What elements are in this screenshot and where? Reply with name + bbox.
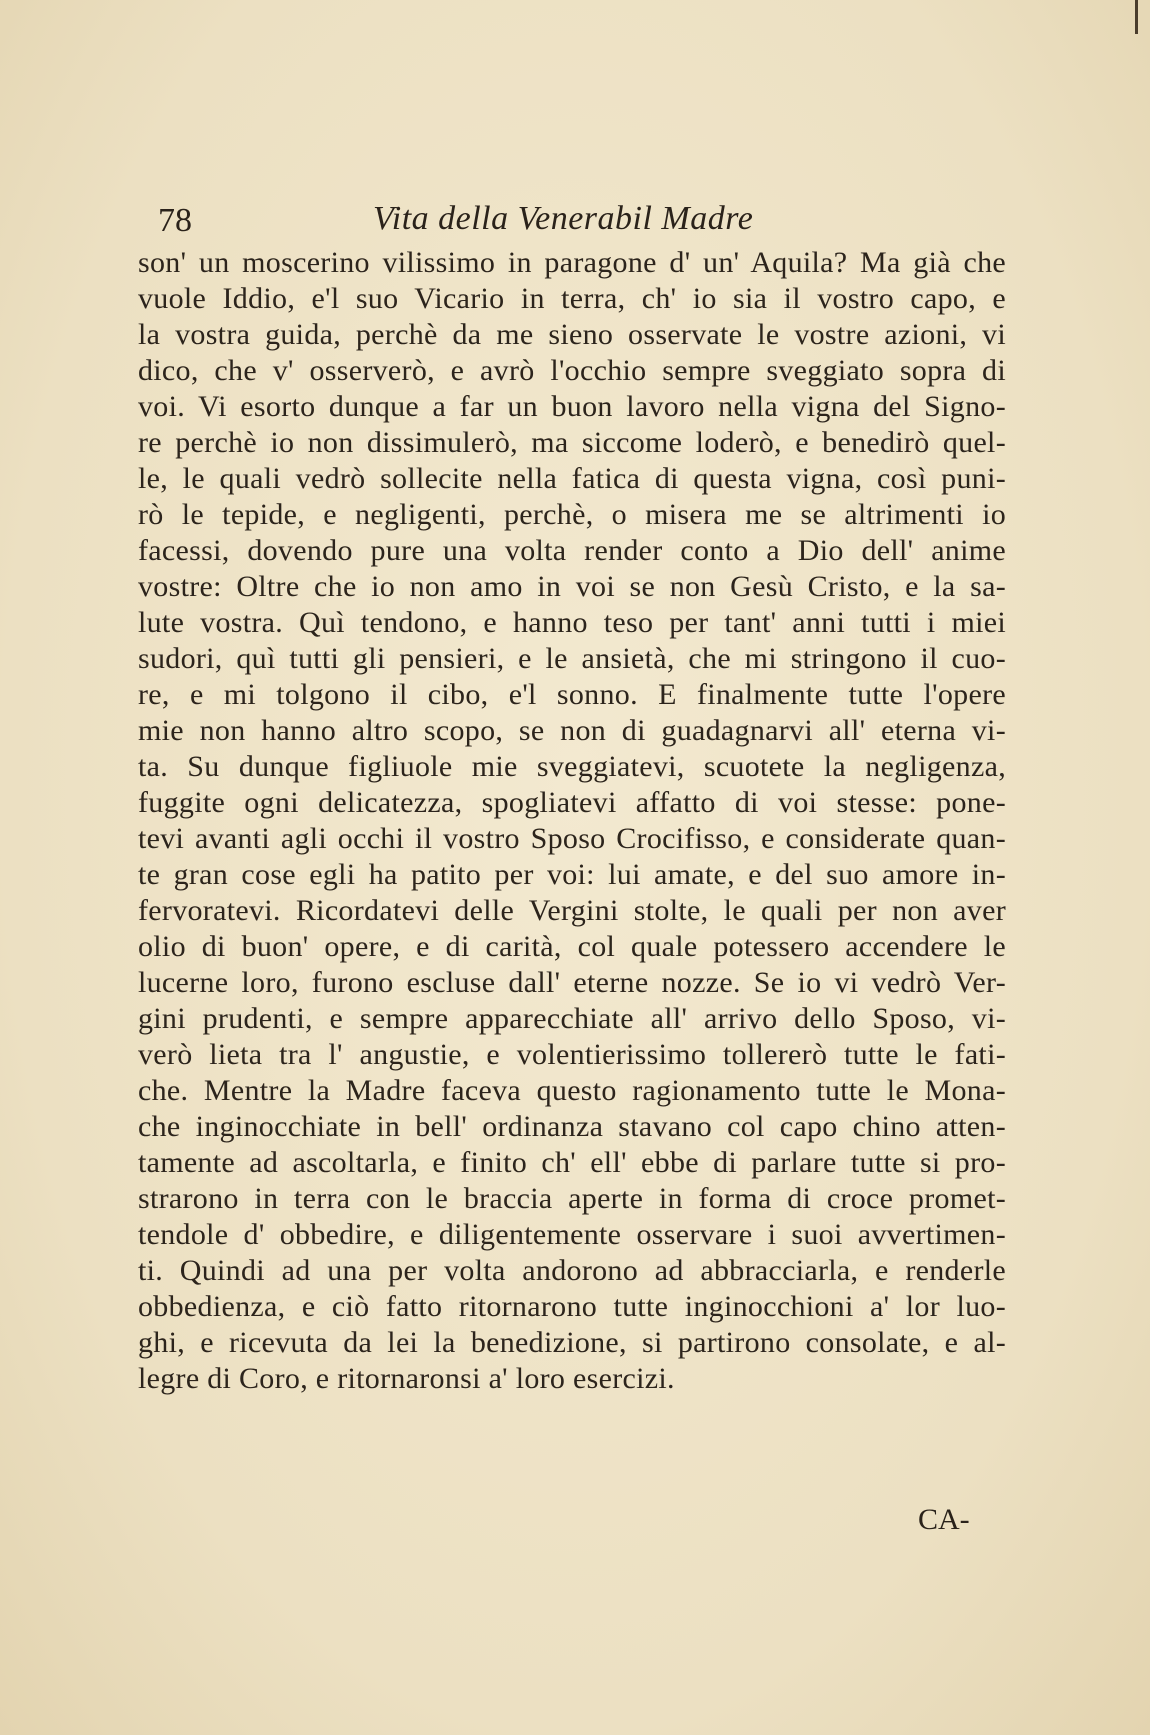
page-edge-mark: [1135, 0, 1138, 34]
text-line: tamente ad ascoltarla, e finito ch' ell' ebbe di parlare tutte si pro-: [138, 1146, 1006, 1179]
text-line: vostre: Oltre che io non amo in voi se non Gesù Cristo, e la sa-: [138, 570, 1006, 603]
page-number: 78: [158, 202, 192, 239]
text-line: voi. Vi esorto dunque a far un buon lavoro nella vigna del Signo-: [138, 390, 1006, 423]
text-line: dico, che v' osserverò, e avrò l'occhio sempre sveggiato sopra di: [138, 354, 1006, 387]
text-line: facessi, dovendo pure una volta render conto a Dio dell' anime: [138, 534, 1006, 567]
text-line: ti. Quindi ad una per volta andorono ad abbracciarla, e renderle: [138, 1254, 1006, 1287]
text-line: verò lieta tra l' angustie, e volentierissimo tollererò tutte le fati-: [138, 1038, 1006, 1071]
text-line: ghi, e ricevuta da lei la benedizione, si partirono consolate, e al-: [138, 1326, 1006, 1359]
text-line: lute vostra. Quì tendono, e hanno teso per tant' anni tutti i miei: [138, 606, 1006, 639]
text-line: fuggite ogni delicatezza, spogliatevi affatto di voi stesse: pone-: [138, 786, 1006, 819]
text-line: ta. Su dunque figliuole mie sveggiatevi, scuotete la negligenza,: [138, 750, 1006, 783]
text-line: tevi avanti agli occhi il vostro Sposo Crocifisso, e considerate quan-: [138, 822, 1006, 855]
body-text: [138, 245, 1006, 1397]
text-line: strarono in terra con le braccia aperte in forma di croce promet-: [138, 1182, 1006, 1215]
text-line: che inginocchiate in bell' ordinanza stavano col capo chino atten-: [138, 1110, 1006, 1143]
text-line: la vostra guida, perchè da me sieno osservate le vostre azioni, vi: [138, 318, 1006, 351]
text-line: re perchè io non dissimulerò, ma siccome loderò, e benedirò quel-: [138, 426, 1006, 459]
page-header: [150, 198, 1010, 244]
text-line: tendole d' obbedire, e diligentemente osservare i suoi avvertimen-: [138, 1218, 1006, 1251]
text-line: re, e mi tolgono il cibo, e'l sonno. E finalmente tutte l'opere: [138, 678, 1006, 711]
text-line: gini prudenti, e sempre apparecchiate all' arrivo dello Sposo, vi-: [138, 1002, 1006, 1035]
text-line: olio di buon' opere, e di carità, col quale potessero accendere le: [138, 930, 1006, 963]
text-line: le, le quali vedrò sollecite nella fatica di questa vigna, così puni-: [138, 462, 1006, 495]
catchword: CA-: [918, 1503, 970, 1536]
running-title: Vita della Venerabil Madre: [373, 200, 754, 237]
text-line: che. Mentre la Madre faceva questo ragionamento tutte le Mona-: [138, 1074, 1006, 1107]
text-line: sudori, quì tutti gli pensieri, e le ansietà, che mi stringono il cuo-: [138, 642, 1006, 675]
text-line: lucerne loro, furono escluse dall' eterne nozze. Se io vi vedrò Ver-: [138, 966, 1006, 999]
text-line: vuole Iddio, e'l suo Vicario in terra, ch' io sia il vostro capo, e: [138, 282, 1006, 315]
text-line: obbedienza, e ciò fatto ritornarono tutte inginocchioni a' lor luo-: [138, 1290, 1006, 1323]
text-line: te gran cose egli ha patito per voi: lui amate, e del suo amore in-: [138, 858, 1006, 891]
text-line: son' un moscerino vilissimo in paragone d' un' Aquila? Ma già che: [138, 246, 1006, 279]
text-line: fervoratevi. Ricordatevi delle Vergini stolte, le quali per non aver: [138, 894, 1006, 927]
text-line: legre di Coro, e ritornaronsi a' loro esercizi.: [138, 1362, 675, 1395]
text-line: mie non hanno altro scopo, se non di guadagnarvi all' eterna vi-: [138, 714, 1006, 747]
text-line: rò le tepide, e negligenti, perchè, o misera me se altrimenti io: [138, 498, 1006, 531]
